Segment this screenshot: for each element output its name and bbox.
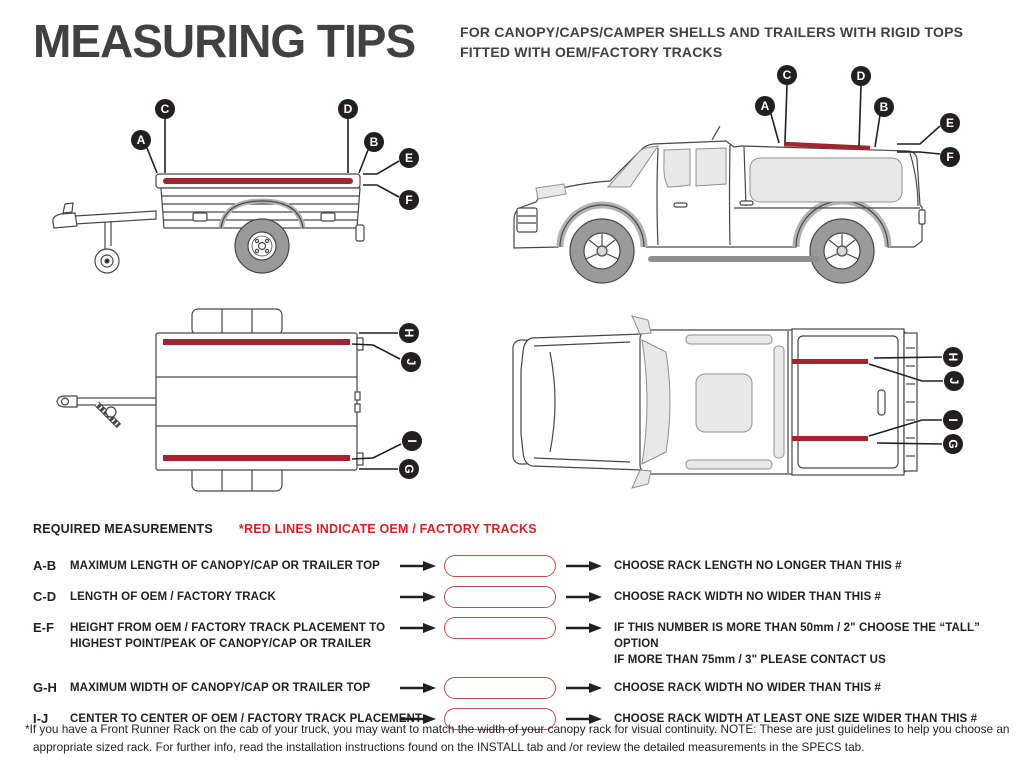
measurement-description: MAXIMUM LENGTH OF CANOPY/CAP OR TRAILER TOP <box>70 560 380 572</box>
svg-text:J: J <box>946 377 961 385</box>
svg-text:A: A <box>136 133 146 148</box>
callout-a <box>131 130 157 173</box>
measurement-description: LENGTH OF OEM / FACTORY TRACK <box>70 591 276 603</box>
svg-text:A: A <box>760 99 770 114</box>
svg-text:I: I <box>404 439 419 443</box>
measurement-row-gh <box>33 680 1008 699</box>
range-label: C-D <box>33 589 57 604</box>
trailer-top-view-diagram <box>25 300 445 500</box>
write-in-oval <box>444 617 556 639</box>
svg-text:J: J <box>403 358 418 366</box>
page-subtitle <box>460 23 963 62</box>
write-in-oval <box>444 586 556 608</box>
measurement-guideline: CHOOSE RACK LENGTH NO LONGER THAN THIS # <box>614 560 902 572</box>
svg-text:D: D <box>343 102 353 117</box>
callout-a <box>755 96 779 143</box>
oem-track-line <box>792 436 868 441</box>
truck-top-illustration <box>490 300 1000 505</box>
subtitle-line-2: FITTED WITH OEM/FACTORY TRACKS <box>460 43 723 60</box>
oem-track-line <box>792 359 868 364</box>
arrow-right-icon <box>566 592 602 602</box>
svg-text:B: B <box>879 100 889 115</box>
arrow-right-icon <box>400 561 436 571</box>
measurement-description: HEIGHT FROM OEM / FACTORY TRACK PLACEMENT TO HIGHEST POINT/PEAK OF CANOPY/CAP OR TRAILER <box>70 622 386 650</box>
arrow-right-icon <box>400 623 436 633</box>
measurement-row-cd <box>33 589 1008 608</box>
callout-c <box>155 99 175 173</box>
range-label: I-J <box>33 711 49 726</box>
arrow-right-icon <box>400 592 436 602</box>
measurement-description: MAXIMUM WIDTH OF CANOPY/CAP OR TRAILER TOP <box>70 682 371 694</box>
svg-text:C: C <box>782 68 792 83</box>
arrow-right-icon <box>566 561 602 571</box>
svg-text:F: F <box>946 150 954 165</box>
measurement-description: CENTER TO CENTER OF OEM / FACTORY TRACK PLACEMENT <box>70 713 423 725</box>
measurements-header <box>33 522 537 536</box>
red-lines-note: *RED LINES INDICATE OEM / FACTORY TRACKS <box>238 522 537 536</box>
measurement-guideline: IF THIS NUMBER IS MORE THAN 50mm / 2" CHOOSE THE “TALL” OPTION IF MORE THAN 75mm / 3" PLEASE CONTACT US <box>614 622 980 666</box>
trailer-side-illustration <box>25 85 445 295</box>
write-in-oval <box>444 677 556 699</box>
arrow-right-icon <box>400 683 436 693</box>
measurement-rows <box>33 558 1008 742</box>
oem-track-line <box>163 178 353 184</box>
write-in-oval <box>444 555 556 577</box>
svg-text:C: C <box>160 102 170 117</box>
measurement-row-ab <box>33 558 1008 577</box>
truck-top-view-diagram <box>490 300 1000 505</box>
subtitle-line-1: FOR CANOPY/CAPS/CAMPER SHELLS AND TRAILERS WITH RIGID TOPS <box>460 24 964 40</box>
page-title: MEASURING TIPS <box>33 15 416 67</box>
measurement-row-ef <box>33 620 1008 668</box>
svg-text:E: E <box>404 151 414 166</box>
arrow-right-icon <box>566 623 602 633</box>
svg-text:H: H <box>401 328 416 338</box>
callout-b <box>359 132 384 173</box>
arrow-right-icon <box>566 683 602 693</box>
callout-f <box>363 185 419 210</box>
required-measurements-heading: REQUIRED MEASUREMENTS <box>33 522 213 536</box>
truck-side-illustration <box>490 60 1015 300</box>
truck-side-view-diagram <box>490 60 1015 300</box>
svg-text:E: E <box>945 116 955 131</box>
range-label: E-F <box>33 620 54 635</box>
trailer-top-illustration <box>25 300 445 500</box>
footnote: *If you have a Front Runner Rack on the cab of your truck, you may want to match the width of your canopy rack for visual continuity. NOTE: These are just guidelines to help you choose an appropriate sized rack. For further info, read the installation instructions found on the INSTALL tab and /or review the detailed measurements in the SPECS tab. <box>25 722 1010 755</box>
callout-g <box>359 459 419 479</box>
callout-b <box>874 97 894 147</box>
oem-track-line <box>163 455 350 461</box>
trailer-side-view-diagram <box>25 85 445 295</box>
svg-text:B: B <box>369 135 379 150</box>
range-label: A-B <box>33 558 57 573</box>
callout-e <box>897 113 960 144</box>
measurement-guideline: CHOOSE RACK WIDTH NO WIDER THAN THIS # <box>614 591 882 603</box>
callout-d <box>851 66 871 146</box>
callout-e <box>363 148 419 174</box>
range-label: G-H <box>33 680 57 695</box>
svg-text:F: F <box>405 193 413 208</box>
svg-text:I: I <box>945 418 960 422</box>
measurement-guideline: CHOOSE RACK WIDTH NO WIDER THAN THIS # <box>614 682 882 694</box>
measurement-guideline: CHOOSE RACK WIDTH AT LEAST ONE SIZE WIDER THAN THIS # <box>614 713 978 725</box>
svg-text:D: D <box>856 69 866 84</box>
callout-h <box>359 323 419 343</box>
svg-text:G: G <box>401 464 416 474</box>
svg-text:G: G <box>945 439 960 449</box>
svg-text:H: H <box>945 352 960 362</box>
callout-c <box>777 65 797 142</box>
oem-track-line <box>163 339 350 345</box>
callout-d <box>338 99 358 173</box>
